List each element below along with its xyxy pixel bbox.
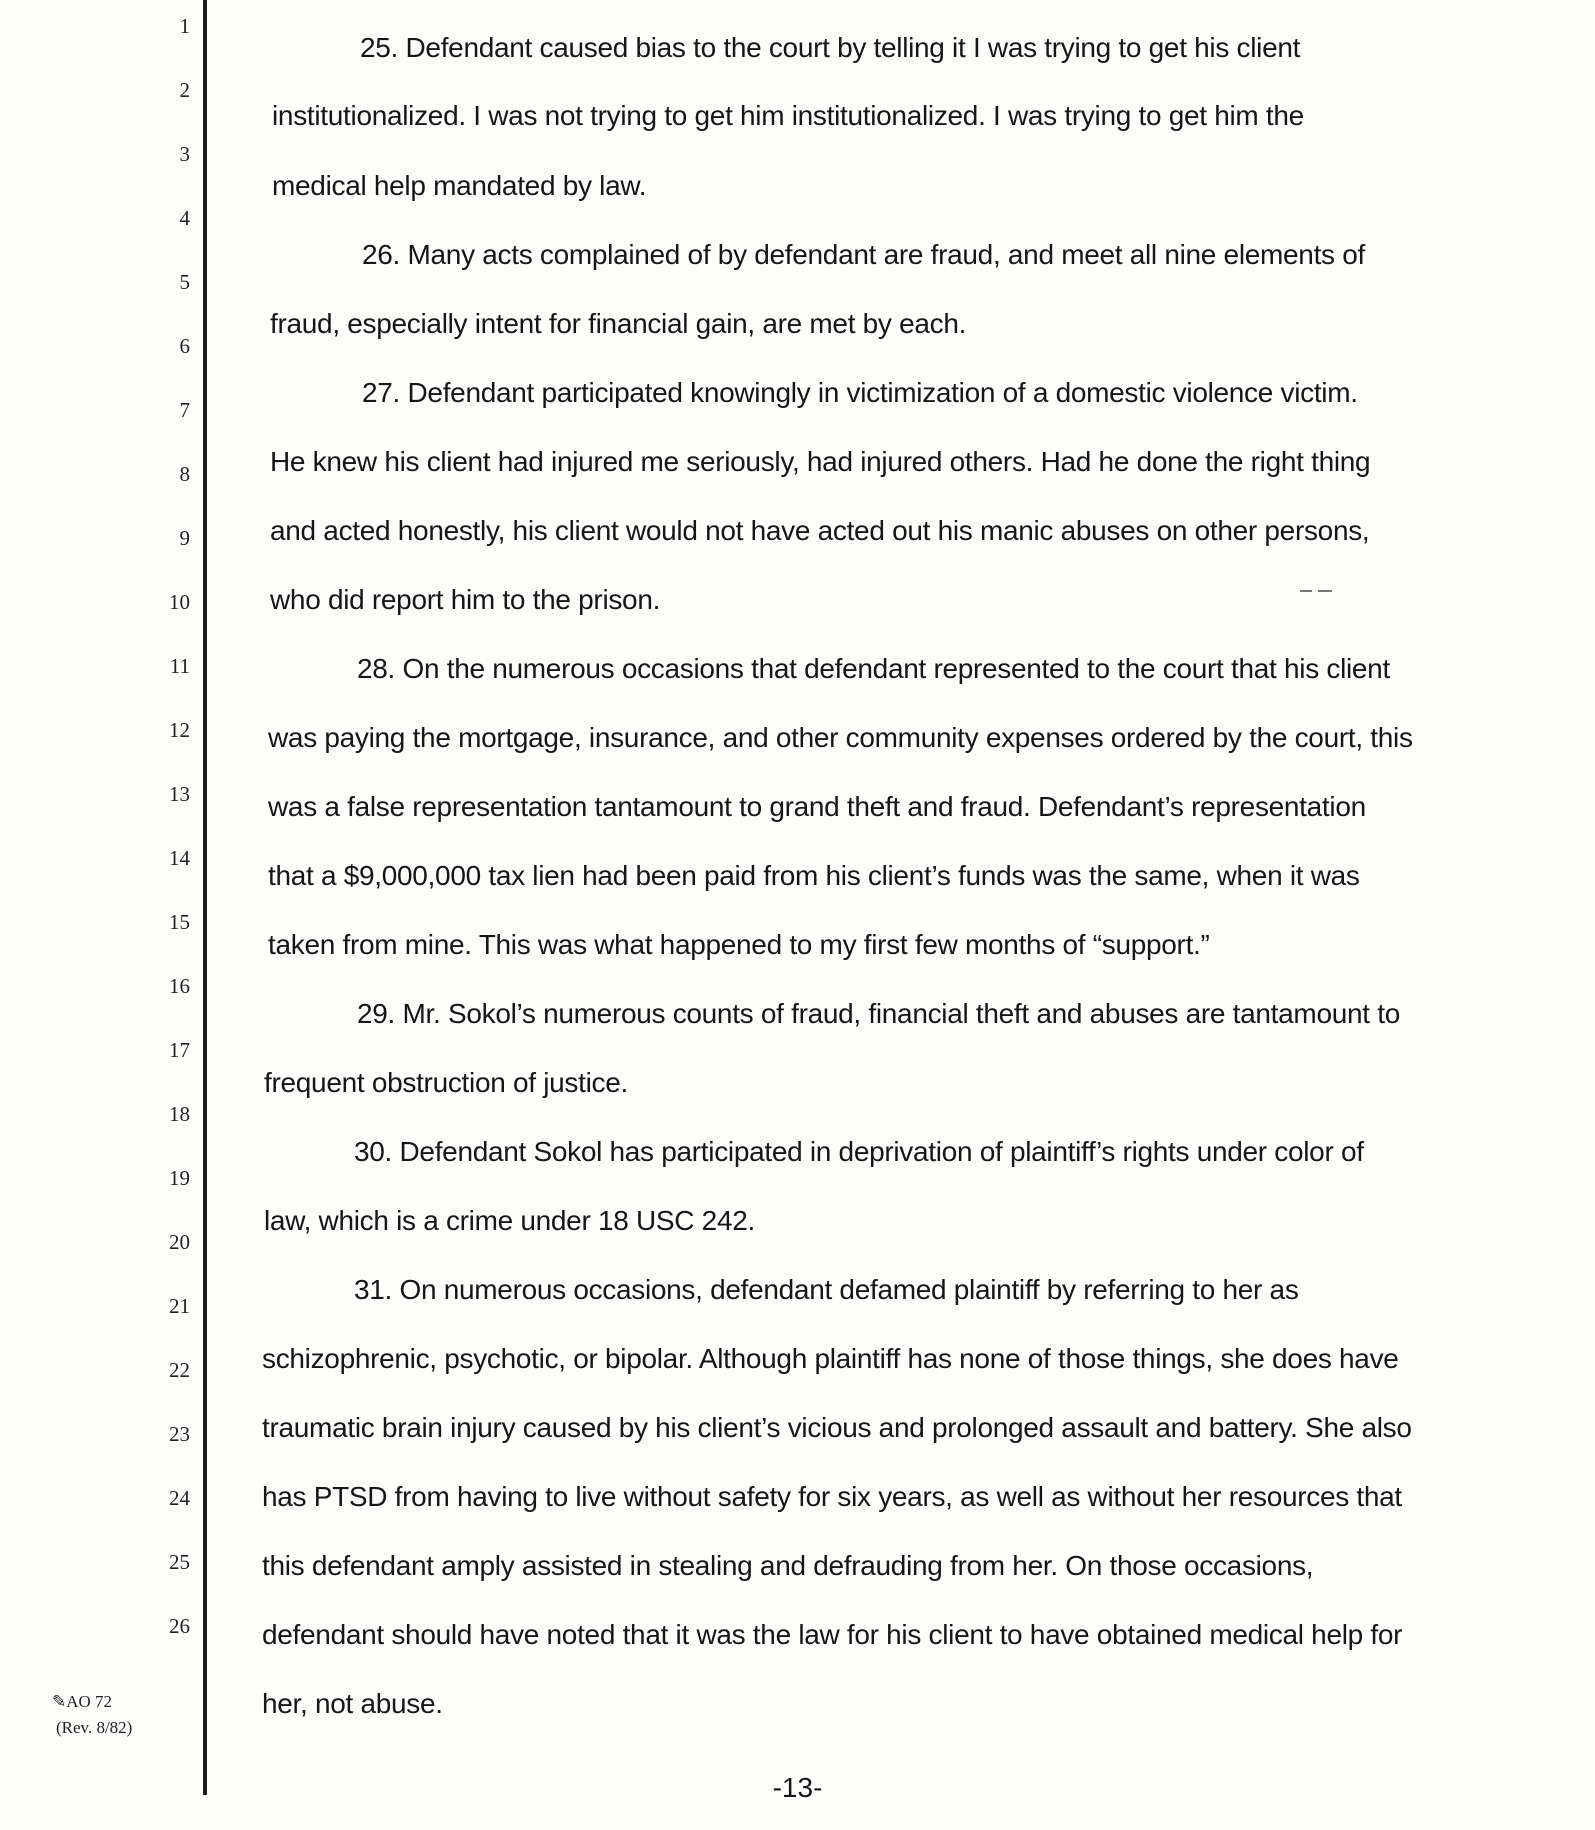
text-line: medical help mandated by law. [272,170,647,201]
text-line: her, not abuse. [262,1688,443,1719]
form-id-line1: ✎AO 72 [52,1692,113,1711]
text-line: and acted honestly, his client would not have acted out his manic abuses on other persons, [270,515,1370,546]
text-line: was paying the mortgage, insurance, and other community expenses ordered by the court, this [268,722,1413,753]
line-number: 20 [169,1230,190,1254]
text-line: institutionalized. I was not trying to get him institutionalized. I was trying to get him the [272,100,1304,131]
text-line: has PTSD from having to live without safety for six years, as well as without her resources that [262,1481,1402,1512]
text-line: was a false representation tantamount to grand theft and fraud. Defendant’s representation [268,791,1366,822]
line-number: 8 [179,462,190,486]
line-number: 2 [179,78,190,102]
line-number: 7 [179,398,190,422]
line-number: 17 [169,1038,190,1062]
text-line: 30. Defendant Sokol has participated in deprivation of plaintiff’s rights under color of [354,1136,1364,1167]
text-line: 25. Defendant caused bias to the court by telling it I was trying to get his client [360,32,1301,63]
line-number: 21 [169,1294,190,1318]
scan-speck [1318,590,1332,592]
line-number: 16 [169,974,190,998]
text-line: 26. Many acts complained of by defendant are fraud, and meet all nine elements of [362,239,1365,270]
text-line: fraud, especially intent for financial gain, are met by each. [270,308,967,339]
line-number: 4 [179,206,190,230]
text-line: defendant should have noted that it was the law for his client to have obtained medical help for [262,1619,1403,1650]
line-number: 1 [179,14,190,38]
text-line: 29. Mr. Sokol’s numerous counts of fraud, financial theft and abuses are tantamount to [357,998,1400,1029]
line-number: 13 [169,782,190,806]
text-line: schizophrenic, psychotic, or bipolar. Although plaintiff has none of those things, she does have [262,1343,1399,1374]
line-number: 26 [169,1614,190,1638]
page-number: -13- [772,1772,823,1803]
line-number: 25 [169,1550,190,1574]
text-line: 28. On the numerous occasions that defendant represented to the court that his client [357,653,1390,684]
scan-speck [1300,590,1312,592]
line-number: 10 [169,590,190,614]
line-number: 23 [169,1422,190,1446]
text-line: that a $9,000,000 tax lien had been paid from his client’s funds was the same, when it was [268,860,1360,891]
text-line: who did report him to the prison. [270,584,661,615]
text-line: law, which is a crime under 18 USC 242. [264,1205,755,1236]
line-number: 15 [169,910,190,934]
text-line: He knew his client had injured me seriously, had injured others. Had he done the right thing [270,446,1371,477]
line-number: 11 [169,654,190,678]
text-line: frequent obstruction of justice. [264,1067,628,1098]
line-number: 22 [169,1358,190,1382]
line-number: 9 [179,526,190,550]
line-number: 6 [179,334,190,358]
text-line: 31. On numerous occasions, defendant defamed plaintiff by referring to her as [354,1274,1299,1305]
text-line: this defendant amply assisted in stealing and defrauding from her. On those occasions, [262,1550,1314,1581]
form-id-line2: (Rev. 8/82) [56,1718,133,1737]
line-number-column [0,0,190,1800]
pen-icon: ✎ [52,1692,67,1711]
line-number: 3 [179,142,190,166]
line-number: 14 [169,846,190,870]
text-line: taken from mine. This was what happened to my first few months of “support.” [268,929,1210,960]
text-line: traumatic brain injury caused by his client’s vicious and prolonged assault and battery. She also [262,1412,1412,1443]
text-line: 27. Defendant participated knowingly in victimization of a domestic violence victim. [362,377,1358,408]
line-number: 18 [169,1102,190,1126]
line-number: 5 [179,270,190,294]
line-number: 12 [169,718,190,742]
line-number: 24 [169,1486,190,1510]
margin-rule [203,0,207,1795]
line-number: 19 [169,1166,190,1190]
